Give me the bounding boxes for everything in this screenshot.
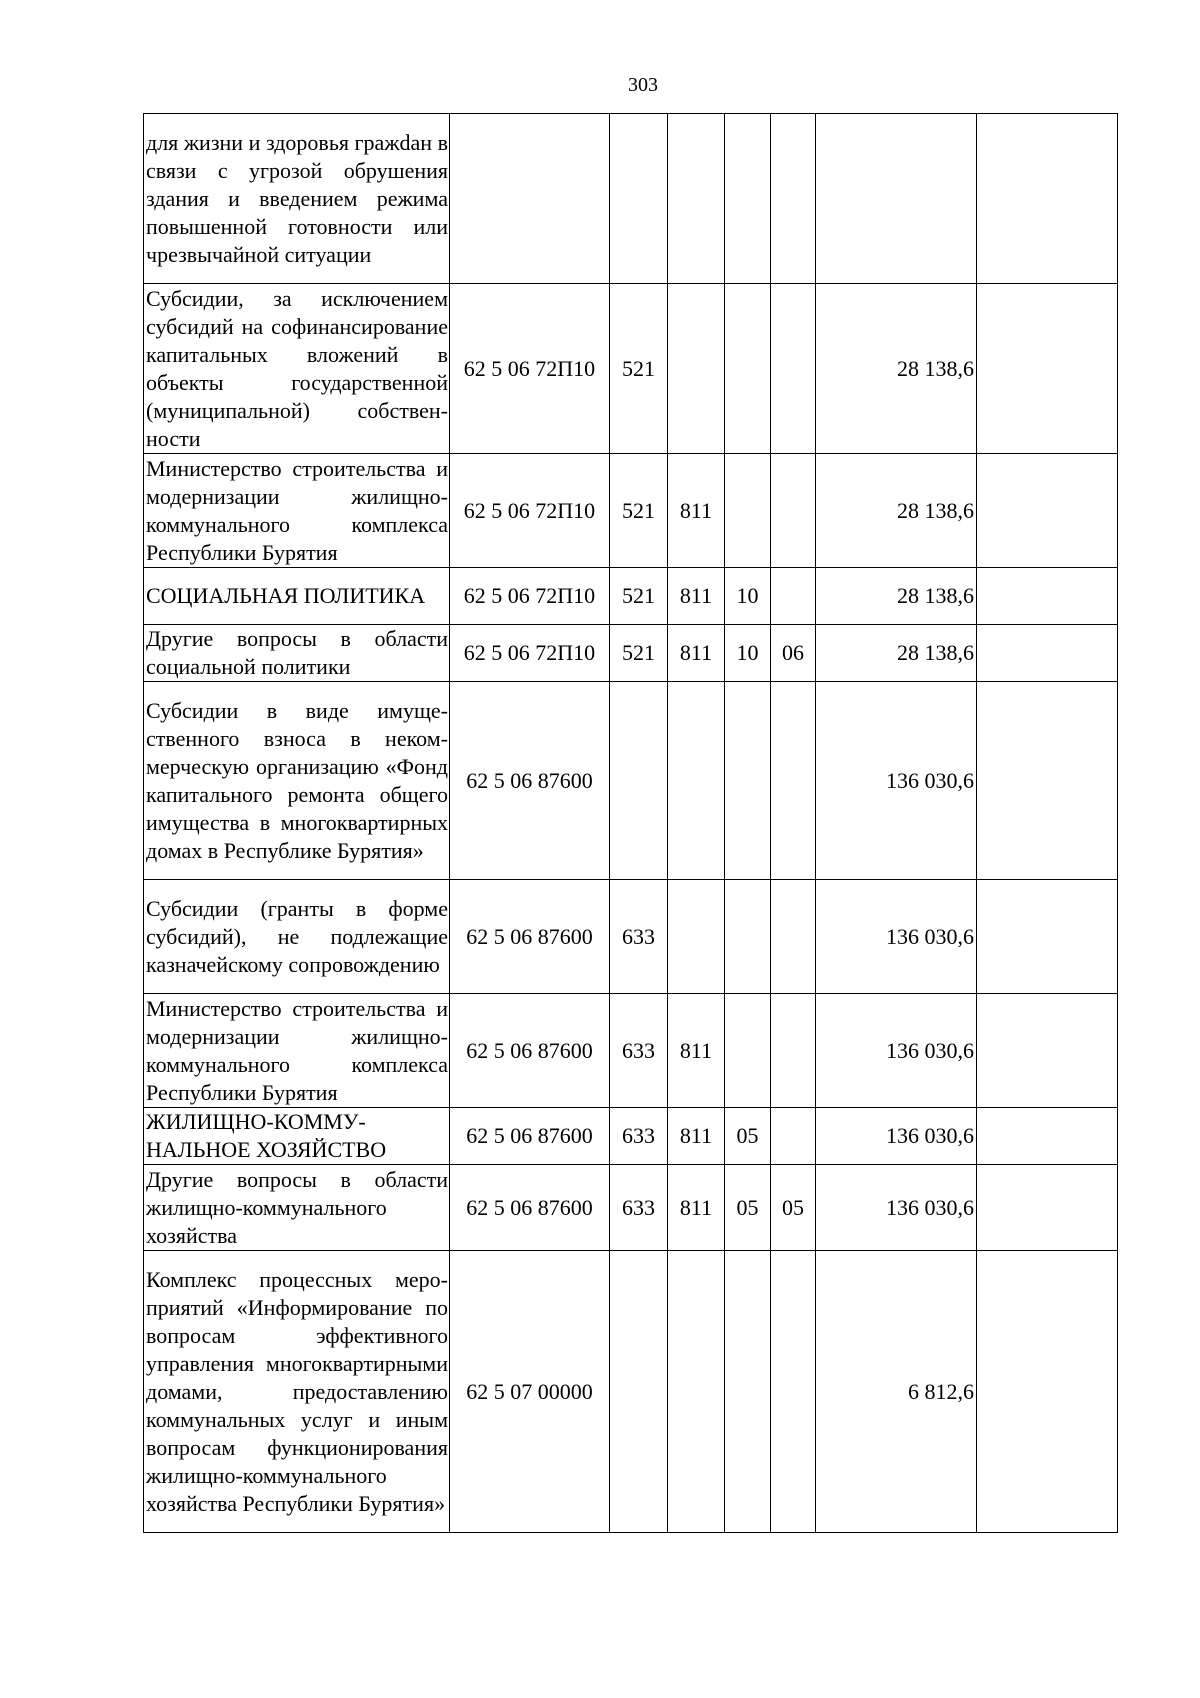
expense-type-code: 633 xyxy=(610,1108,668,1165)
ministry-code: 811 xyxy=(668,625,725,682)
extra-column-cell xyxy=(977,1165,1118,1251)
subsection-code: 05 xyxy=(771,1165,816,1251)
extra-column-cell xyxy=(977,1108,1118,1165)
subsection-code xyxy=(771,1251,816,1533)
amount-value: 136 030,6 xyxy=(816,682,977,880)
subsection-code xyxy=(771,284,816,454)
ministry-code xyxy=(668,284,725,454)
row-description: Другие вопросы в области социальной политики xyxy=(144,625,450,682)
target-article-code: 62 5 06 72П10 xyxy=(450,454,610,568)
subsection-code xyxy=(771,880,816,994)
expense-type-code: 521 xyxy=(610,625,668,682)
amount-value: 136 030,6 xyxy=(816,880,977,994)
ministry-code: 811 xyxy=(668,568,725,625)
table-row xyxy=(144,682,1118,880)
target-article-code: 62 5 06 72П10 xyxy=(450,284,610,454)
ministry-code: 811 xyxy=(668,454,725,568)
expense-type-code xyxy=(610,682,668,880)
row-description: Комплекс процессных мероприятий «Информирование по вопросам эффективного управления многоквартирными домами, предоставлению коммунальных услуг и иным вопросам функционирования жилищно-коммунального хозяйства Республики Бурятия» xyxy=(144,1251,450,1533)
target-article-code: 62 5 06 72П10 xyxy=(450,625,610,682)
table-row xyxy=(144,114,1118,284)
table-row xyxy=(144,454,1118,568)
ministry-code: 811 xyxy=(668,1165,725,1251)
subsection-code: 06 xyxy=(771,625,816,682)
extra-column-cell xyxy=(977,284,1118,454)
amount-value: 136 030,6 xyxy=(816,1165,977,1251)
target-article-code: 62 5 06 87600 xyxy=(450,880,610,994)
target-article-code: 62 5 06 87600 xyxy=(450,1165,610,1251)
target-article-code: 62 5 06 87600 xyxy=(450,1108,610,1165)
amount-value: 6 812,6 xyxy=(816,1251,977,1533)
target-article-code xyxy=(450,114,610,284)
subsection-code xyxy=(771,454,816,568)
table-row xyxy=(144,284,1118,454)
extra-column-cell xyxy=(977,994,1118,1108)
row-description: Субсидии, за исключением субсидий на софинансирование капитальных вложений в объекты государственной (муниципальной) собственности xyxy=(144,284,450,454)
target-article-code: 62 5 07 00000 xyxy=(450,1251,610,1533)
expense-type-code: 521 xyxy=(610,284,668,454)
amount-value: 136 030,6 xyxy=(816,1108,977,1165)
amount-value: 28 138,6 xyxy=(816,625,977,682)
section-code xyxy=(725,454,771,568)
amount-value: 28 138,6 xyxy=(816,568,977,625)
amount-value: 28 138,6 xyxy=(816,284,977,454)
target-article-code: 62 5 06 87600 xyxy=(450,682,610,880)
amount-value xyxy=(816,114,977,284)
extra-column-cell xyxy=(977,625,1118,682)
page-number: 303 xyxy=(628,74,658,96)
table-row xyxy=(144,568,1118,625)
row-description: для жизни и здоровья гражdан в связи с угрозой обрушения здания и введением режима повышенной готовности или чрезвычайной ситуации xyxy=(144,114,450,284)
row-description: ЖИЛИЩНО-КОММУНАЛЬНОЕ ХОЗЯЙСТВО xyxy=(144,1108,450,1165)
budget-table xyxy=(143,113,1118,1533)
table-row xyxy=(144,1165,1118,1251)
expense-type-code: 633 xyxy=(610,1165,668,1251)
row-description: Субсидии (гранты в форме субсидий), не подлежащие казначейскому сопровождению xyxy=(144,880,450,994)
expense-type-code: 633 xyxy=(610,994,668,1108)
table-row xyxy=(144,1251,1118,1533)
section-code xyxy=(725,994,771,1108)
extra-column-cell xyxy=(977,1251,1118,1533)
expense-type-code: 521 xyxy=(610,568,668,625)
target-article-code: 62 5 06 72П10 xyxy=(450,568,610,625)
extra-column-cell xyxy=(977,682,1118,880)
section-code: 05 xyxy=(725,1108,771,1165)
extra-column-cell xyxy=(977,880,1118,994)
section-code: 10 xyxy=(725,625,771,682)
subsection-code xyxy=(771,114,816,284)
section-code xyxy=(725,880,771,994)
expense-type-code xyxy=(610,114,668,284)
subsection-code xyxy=(771,1108,816,1165)
extra-column-cell xyxy=(977,568,1118,625)
table-row xyxy=(144,994,1118,1108)
extra-column-cell xyxy=(977,454,1118,568)
section-code: 10 xyxy=(725,568,771,625)
table-row xyxy=(144,625,1118,682)
expense-type-code: 521 xyxy=(610,454,668,568)
ministry-code: 811 xyxy=(668,994,725,1108)
table-row xyxy=(144,880,1118,994)
section-code xyxy=(725,682,771,880)
ministry-code xyxy=(668,880,725,994)
row-description: Министерство строительства и модернизации жилищно-коммунального комплекса Республики Бурятия xyxy=(144,994,450,1108)
table-row xyxy=(144,1108,1118,1165)
ministry-code: 811 xyxy=(668,1108,725,1165)
amount-value: 28 138,6 xyxy=(816,454,977,568)
ministry-code xyxy=(668,682,725,880)
section-code xyxy=(725,1251,771,1533)
subsection-code xyxy=(771,568,816,625)
row-description: СОЦИАЛЬНАЯ ПОЛИТИКА xyxy=(144,568,450,625)
ministry-code xyxy=(668,1251,725,1533)
expense-type-code: 633 xyxy=(610,880,668,994)
section-code: 05 xyxy=(725,1165,771,1251)
row-description: Субсидии в виде имущественного взноса в некоммерческую организацию «Фонд капитального ремонта общего имущества в многоквартирных домах в Республике Бурятия» xyxy=(144,682,450,880)
ministry-code xyxy=(668,114,725,284)
amount-value: 136 030,6 xyxy=(816,994,977,1108)
section-code xyxy=(725,114,771,284)
subsection-code xyxy=(771,682,816,880)
expense-type-code xyxy=(610,1251,668,1533)
subsection-code xyxy=(771,994,816,1108)
extra-column-cell xyxy=(977,114,1118,284)
row-description: Другие вопросы в области жилищно-коммунального хозяйства xyxy=(144,1165,450,1251)
section-code xyxy=(725,284,771,454)
target-article-code: 62 5 06 87600 xyxy=(450,994,610,1108)
row-description: Министерство строительства и модернизации жилищно-коммунального комплекса Республики Бурятия xyxy=(144,454,450,568)
